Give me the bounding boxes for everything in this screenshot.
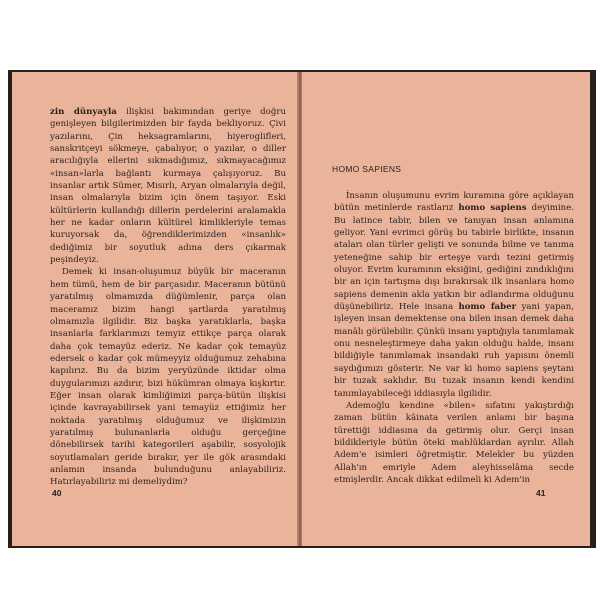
text-run: yani yapan, işleyen insan demektense ona bilen insan demek daha manâlı görülebilir. Çünkü insanı yaptığıyla tanımlamak onu nesneleştirmeye daha yakın olduğu halde, insanı bildiğiyle tanımlamak insandaki ruh yapısını önemli saydığımızı gösterir. Ne var ki homo sapiens şeytanı bir tuzak saklıdır. Bu tuzak insanın kendi kendini tanımlayabileceği iddiasıyla ilgilidir. <box>334 302 574 399</box>
paragraph <box>334 400 574 486</box>
left-page-text <box>50 106 286 489</box>
text-run: Ademoğlu kendine «bilen» sıfatını yakıştırdığı zaman bütün kâinata verilen anlamı bir başına türettiği iddiasına da getirmiş olur. Gerçi insan bildikleriyle bütün öteki mahlûklardan ayrılır. Allah Adem'e isimleri öğretmiştir. Melekler bu yüzden Allah'ın emriyle Adem aleyhisselâma secde etmişlerdir. Ancak dikkat edilmeli ki Adem'in <box>334 400 574 485</box>
bold-term: homo sapiens <box>458 203 527 214</box>
bold-term: homo faber <box>458 302 517 313</box>
right-page-text <box>334 190 574 486</box>
text-run: Demek ki insan-oluşumuz büyük bir maceranın hem tümü, hem de bir parçasıdır. Maceranın bütünü yaratılmış olmamızda düğümlenir, parça olan maceramız bizim hangi şartlarda yaratılmış olmamızla ilgilidir. Biz başka yaratıklarla, başka insanlarla farklarımızı temyiz ettikçe parça olarak daha çok temayüz ederiz. Ne kadar çok temayüz edersek o kadar çok mümeyyiz olduğumuz zehabına kapılırız. Bu da bizim yeryüzünde iktidar olma duygularımızı azdırır, bizi hükümran olmaya kışkırtır. Eğer insan olarak kimliğimizi parça-bütün ilişkisi içinde kavrayabilirsek yani temayüz ettiğimiz her noktada yaratılmış olduğumuz ve ilişkimizin yaratılmış bulunanlarla olduğu gerçeğine dönebilirsek tarihi kategorileri aşabilir, sosyolojik soyutlamaları geride bırakır, yer ile gök arasındaki anlamın insanda bulunduğunu anlayabiliriz. Hatırlayabiliriz mi demeliydim? <box>50 267 286 488</box>
right-page <box>302 72 590 546</box>
paragraph <box>334 190 574 400</box>
text-run: İnsanın oluşumunu evrim kuramına göre açıklayan bütün metinlerde rastlarız <box>334 191 574 214</box>
paragraph <box>50 106 286 266</box>
right-page-number: 41 <box>536 488 546 498</box>
bold-term: zin dünyayla <box>50 107 117 117</box>
left-page-number: 40 <box>52 488 62 498</box>
text-run: ilişkisi bakımından geriye doğru genişleyen bilgilerimizden bir fayda bekliyoruz. Çivi yazılarını, Çin heksagramlarını, hiyeroglifleri, sanskritçeyi sökmeye, çabalıyor, o yazılar, o diller aracılığıyla ellerini sıkmadığımız, sıkmayacağımız «insan»larla bağlantı kurmaya çalışıyoruz. Bu insanlar artık Sümer, Mısırlı, Aryan olmalarıyla değil, insan olmalarıyla bizim için önem taşıyor. Eski kültürlerin kullandığı dillerin perdelerini aralamakla her ne kadar onların kültürel kimlikleriyle temas kuruyorsak da, öğrendiklerimizden «insanlık» dediğimiz bir soyutluk adına ders çıkarmak peşindeyiz. <box>50 107 286 266</box>
left-page <box>12 72 298 546</box>
text-run: deyimine. Bu latince tabir, bilen ve tanıyan insan anlamına geliyor. Yani evrimci görüş bu tabirle birlikte, insanın ataları olan türler gelişti ve sonunda bilme ve tanıma yeteneğine sahip bir erteşye vardı tezini getirmiş oluyor. Evrim kuramının eksiğini, gediğini zındıklığını bir an için tartışma dışı bırakırsak ilk insanlara homo sapiens demenin akla yatkın bir adlandırma olduğunu düşünebiliriz. Hele insana <box>334 203 575 313</box>
chapter-title: HOMO SAPIENS <box>332 164 402 174</box>
paragraph <box>50 266 286 488</box>
